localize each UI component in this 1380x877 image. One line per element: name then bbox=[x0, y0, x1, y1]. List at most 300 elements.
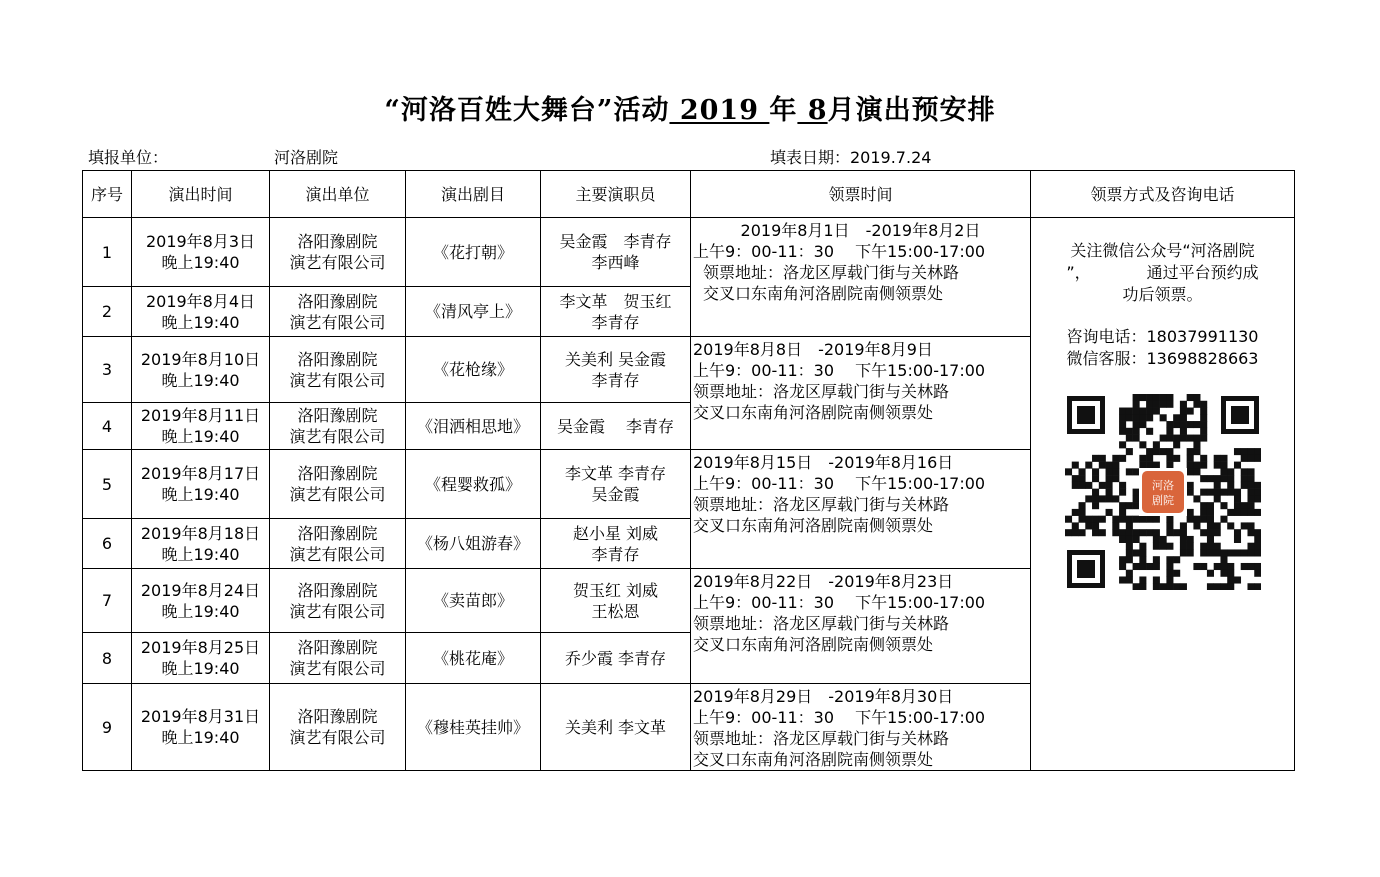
qr-module bbox=[1119, 455, 1126, 462]
qr-module bbox=[1206, 570, 1213, 577]
qr-module bbox=[1179, 421, 1186, 428]
qr-module bbox=[1139, 529, 1146, 536]
qr-module bbox=[1071, 462, 1078, 469]
qr-module bbox=[1213, 475, 1220, 482]
qr-module bbox=[1179, 435, 1186, 442]
row-cast: 吴金霞 李青存 bbox=[541, 403, 691, 450]
qr-module bbox=[1071, 475, 1078, 482]
qr-module bbox=[1071, 509, 1078, 516]
qr-module bbox=[1125, 549, 1132, 556]
qr-module bbox=[1146, 529, 1153, 536]
qr-module bbox=[1247, 489, 1254, 496]
qr-module bbox=[1071, 482, 1078, 489]
qr-module bbox=[1233, 549, 1240, 556]
consult-phone: 咨询电话：18037991130 bbox=[1066, 327, 1259, 346]
row-unit: 洛阳豫剧院 演艺有限公司 bbox=[270, 684, 406, 771]
qr-module bbox=[1220, 583, 1227, 590]
qr-module bbox=[1247, 502, 1254, 509]
qr-module bbox=[1206, 549, 1213, 556]
qr-module bbox=[1186, 462, 1193, 469]
qr-module bbox=[1200, 509, 1207, 516]
qr-module bbox=[1200, 462, 1207, 469]
qr-module bbox=[1254, 448, 1261, 455]
qr-module bbox=[1092, 522, 1099, 529]
header-ticket-time: 领票时间 bbox=[691, 171, 1031, 218]
qr-module bbox=[1152, 556, 1159, 563]
qr-module bbox=[1227, 522, 1234, 529]
svg-text:河洛: 河洛 bbox=[1151, 479, 1174, 492]
ticket-time-cell: 2019年8月29日 -2019年8月30日 上午9：00-11：30 下午15:00-17:00 领票地址：洛龙区厚载门街与关林路 交叉口东南角河洛剧院南侧领票处 bbox=[691, 684, 1031, 771]
qr-module bbox=[1112, 529, 1119, 536]
qr-module bbox=[1078, 475, 1085, 482]
qr-module bbox=[1119, 509, 1126, 516]
qr-module bbox=[1132, 563, 1139, 570]
qr-module bbox=[1206, 543, 1213, 550]
row-no: 3 bbox=[83, 337, 132, 403]
qr-module bbox=[1173, 441, 1180, 448]
row-no: 6 bbox=[83, 519, 132, 569]
row-cast: 关美利 李文革 bbox=[541, 684, 691, 771]
qr-module bbox=[1152, 394, 1159, 401]
qr-module bbox=[1146, 462, 1153, 469]
qr-module bbox=[1071, 529, 1078, 536]
qr-module bbox=[1200, 489, 1207, 496]
qr-module bbox=[1240, 455, 1247, 462]
row-unit: 洛阳豫剧院 演艺有限公司 bbox=[270, 287, 406, 337]
row-no: 2 bbox=[83, 287, 132, 337]
qr-module bbox=[1254, 549, 1261, 556]
qr-module bbox=[1186, 536, 1193, 543]
row-no: 9 bbox=[83, 684, 132, 771]
qr-module bbox=[1105, 475, 1112, 482]
row-play: 《卖苗郎》 bbox=[406, 569, 541, 633]
qr-module bbox=[1105, 495, 1112, 502]
qr-module bbox=[1220, 475, 1227, 482]
row-play: 《穆桂英挂帅》 bbox=[406, 684, 541, 771]
qr-module bbox=[1220, 502, 1227, 509]
qr-module bbox=[1206, 522, 1213, 529]
qr-module bbox=[1247, 583, 1254, 590]
qr-module bbox=[1092, 502, 1099, 509]
qr-module bbox=[1078, 529, 1085, 536]
qr-module bbox=[1254, 583, 1261, 590]
qr-module bbox=[1213, 549, 1220, 556]
qr-module bbox=[1200, 421, 1207, 428]
qr-module bbox=[1139, 455, 1146, 462]
qr-module bbox=[1220, 489, 1227, 496]
qr-module bbox=[1213, 455, 1220, 462]
qr-module bbox=[1193, 441, 1200, 448]
qr-module bbox=[1092, 468, 1099, 475]
qr-module bbox=[1152, 441, 1159, 448]
qr-module bbox=[1220, 468, 1227, 475]
qr-module bbox=[1139, 576, 1146, 583]
qr-module bbox=[1146, 516, 1153, 523]
qr-module bbox=[1206, 583, 1213, 590]
qr-module bbox=[1213, 529, 1220, 536]
qr-module bbox=[1166, 543, 1173, 550]
qr-module bbox=[1193, 448, 1200, 455]
row-cast: 李文革 李青存 吴金霞 bbox=[541, 450, 691, 519]
unit-value: 河洛剧院 bbox=[274, 148, 339, 167]
page-title: “河洛百姓大舞台”活动 2019 年 8月演出预安排 bbox=[384, 95, 996, 126]
qr-module bbox=[1206, 516, 1213, 523]
qr-module bbox=[1139, 462, 1146, 469]
qr-module bbox=[1152, 448, 1159, 455]
qr-module bbox=[1186, 468, 1193, 475]
ticket-time-cell: 2019年8月22日 -2019年8月23日 上午9：00-11：30 下午15:00-17:00 领票地址：洛龙区厚载门街与关林路 交叉口东南角河洛剧院南侧领票处 bbox=[691, 569, 1031, 684]
qr-module bbox=[1132, 394, 1139, 401]
qr-module bbox=[1119, 556, 1126, 563]
qr-module bbox=[1092, 495, 1099, 502]
qr-module bbox=[1179, 536, 1186, 543]
qr-module bbox=[1227, 489, 1234, 496]
row-no: 4 bbox=[83, 403, 132, 450]
qr-module bbox=[1125, 522, 1132, 529]
qr-module bbox=[1247, 448, 1254, 455]
qr-module bbox=[1125, 435, 1132, 442]
qr-module bbox=[1112, 455, 1119, 462]
qr-finder-bottom-left bbox=[1067, 550, 1105, 588]
qr-module bbox=[1247, 529, 1254, 536]
qr-module bbox=[1233, 576, 1240, 583]
qr-module bbox=[1206, 536, 1213, 543]
qr-module bbox=[1152, 462, 1159, 469]
qr-module bbox=[1098, 495, 1105, 502]
qr-module bbox=[1220, 556, 1227, 563]
qr-module bbox=[1213, 522, 1220, 529]
header-cast: 主要演职员 bbox=[541, 171, 691, 218]
qr-module bbox=[1233, 489, 1240, 496]
row-cast: 吴金霞 李青存 李西峰 bbox=[541, 218, 691, 287]
row-unit: 洛阳豫剧院 演艺有限公司 bbox=[270, 633, 406, 684]
qr-module bbox=[1159, 414, 1166, 421]
row-play: 《杨八姐游春》 bbox=[406, 519, 541, 569]
qr-module bbox=[1186, 543, 1193, 550]
row-play: 《泪洒相思地》 bbox=[406, 403, 541, 450]
qr-module bbox=[1186, 482, 1193, 489]
qr-module bbox=[1193, 462, 1200, 469]
qr-module bbox=[1200, 516, 1207, 523]
qr-module bbox=[1233, 462, 1240, 469]
qr-module bbox=[1159, 536, 1166, 543]
qr-module bbox=[1125, 414, 1132, 421]
qr-module bbox=[1193, 563, 1200, 570]
qr-module bbox=[1159, 401, 1166, 408]
qr-module bbox=[1179, 549, 1186, 556]
qr-module bbox=[1186, 394, 1193, 401]
qr-module bbox=[1179, 408, 1186, 415]
table-row bbox=[83, 218, 1295, 287]
header-no: 序号 bbox=[83, 171, 132, 218]
qr-module bbox=[1105, 509, 1112, 516]
qr-module bbox=[1146, 401, 1153, 408]
method-line-2: ”， 通过平台预约成 bbox=[1066, 263, 1259, 282]
qr-module bbox=[1200, 408, 1207, 415]
qr-module bbox=[1193, 468, 1200, 475]
qr-module bbox=[1098, 455, 1105, 462]
qr-module bbox=[1254, 543, 1261, 550]
qr-module bbox=[1200, 401, 1207, 408]
qr-module bbox=[1119, 516, 1126, 523]
qr-module bbox=[1125, 448, 1132, 455]
ticket-time-cell: 2019年8月8日 -2019年8月9日 上午9：00-11：30 下午15:00-17:00 领票地址：洛龙区厚载门街与关林路 交叉口东南角河洛剧院南侧领票处 bbox=[691, 337, 1031, 450]
qr-module bbox=[1193, 495, 1200, 502]
qr-module bbox=[1146, 414, 1153, 421]
qr-module bbox=[1125, 556, 1132, 563]
qr-module bbox=[1152, 401, 1159, 408]
qr-module bbox=[1119, 408, 1126, 415]
qr-finder-top-right bbox=[1221, 396, 1259, 434]
qr-module bbox=[1132, 401, 1139, 408]
qr-module bbox=[1220, 570, 1227, 577]
qr-module bbox=[1119, 421, 1126, 428]
qr-module bbox=[1085, 495, 1092, 502]
qr-module bbox=[1233, 536, 1240, 543]
qr-module bbox=[1186, 408, 1193, 415]
qr-module bbox=[1213, 462, 1220, 469]
row-cast: 乔少霞 李青存 bbox=[541, 633, 691, 684]
qr-module bbox=[1200, 414, 1207, 421]
qr-module bbox=[1119, 489, 1126, 496]
schedule-table bbox=[82, 170, 1295, 771]
qr-module bbox=[1119, 441, 1126, 448]
qr-module bbox=[1193, 394, 1200, 401]
qr-module bbox=[1166, 462, 1173, 469]
qr-module bbox=[1186, 549, 1193, 556]
qr-module bbox=[1119, 428, 1126, 435]
qr-module bbox=[1152, 543, 1159, 550]
row-time: 2019年8月10日 晚上19:40 bbox=[132, 337, 270, 403]
qr-module bbox=[1092, 489, 1099, 496]
header-play: 演出剧目 bbox=[406, 171, 541, 218]
qr-module bbox=[1179, 529, 1186, 536]
row-no: 7 bbox=[83, 569, 132, 633]
qr-code bbox=[1065, 394, 1261, 590]
qr-module bbox=[1085, 482, 1092, 489]
qr-module bbox=[1254, 536, 1261, 543]
qr-module bbox=[1247, 475, 1254, 482]
row-play: 《程婴救孤》 bbox=[406, 450, 541, 519]
qr-module bbox=[1078, 516, 1085, 523]
row-play: 《清风亭上》 bbox=[406, 287, 541, 337]
qr-module bbox=[1159, 583, 1166, 590]
qr-module bbox=[1132, 549, 1139, 556]
qr-module bbox=[1200, 543, 1207, 550]
qr-module bbox=[1078, 468, 1085, 475]
date-label: 填表日期：2019.7.24 bbox=[770, 148, 932, 167]
row-cast: 贺玉红 刘威 王松恩 bbox=[541, 569, 691, 633]
qr-module bbox=[1112, 468, 1119, 475]
row-play: 《花打朝》 bbox=[406, 218, 541, 287]
qr-module bbox=[1166, 570, 1173, 577]
qr-module bbox=[1193, 522, 1200, 529]
qr-module bbox=[1132, 529, 1139, 536]
qr-module bbox=[1098, 482, 1105, 489]
qr-module bbox=[1098, 516, 1105, 523]
qr-module bbox=[1213, 543, 1220, 550]
qr-module bbox=[1139, 414, 1146, 421]
qr-module bbox=[1240, 475, 1247, 482]
qr-module bbox=[1085, 516, 1092, 523]
qr-module bbox=[1227, 509, 1234, 516]
qr-module bbox=[1166, 401, 1173, 408]
qr-module bbox=[1166, 455, 1173, 462]
qr-module bbox=[1092, 529, 1099, 536]
header-unit: 演出单位 bbox=[270, 171, 406, 218]
header-method: 领票方式及咨询电话 bbox=[1031, 171, 1295, 218]
qr-module bbox=[1179, 543, 1186, 550]
qr-module bbox=[1227, 468, 1234, 475]
qr-module bbox=[1233, 502, 1240, 509]
qr-module bbox=[1193, 435, 1200, 442]
qr-module bbox=[1132, 468, 1139, 475]
qr-module bbox=[1166, 563, 1173, 570]
qr-module bbox=[1166, 394, 1173, 401]
svg-text:剧院: 剧院 bbox=[1151, 494, 1174, 507]
qr-module bbox=[1213, 563, 1220, 570]
qr-module bbox=[1132, 428, 1139, 435]
qr-module bbox=[1085, 462, 1092, 469]
qr-module bbox=[1220, 563, 1227, 570]
qr-module bbox=[1132, 435, 1139, 442]
qr-module bbox=[1247, 549, 1254, 556]
qr-module bbox=[1132, 536, 1139, 543]
row-time: 2019年8月4日 晚上19:40 bbox=[132, 287, 270, 337]
qr-module bbox=[1125, 408, 1132, 415]
qr-module bbox=[1152, 516, 1159, 523]
qr-module bbox=[1166, 576, 1173, 583]
qr-module bbox=[1200, 529, 1207, 536]
qr-module bbox=[1132, 421, 1139, 428]
row-cast: 赵小星 刘威 李青存 bbox=[541, 519, 691, 569]
qr-module bbox=[1186, 435, 1193, 442]
qr-module bbox=[1166, 435, 1173, 442]
qr-module bbox=[1146, 428, 1153, 435]
row-no: 5 bbox=[83, 450, 132, 519]
qr-module bbox=[1213, 482, 1220, 489]
qr-module bbox=[1206, 529, 1213, 536]
qr-module bbox=[1092, 455, 1099, 462]
qr-module bbox=[1125, 428, 1132, 435]
qr-module bbox=[1085, 522, 1092, 529]
row-unit: 洛阳豫剧院 演艺有限公司 bbox=[270, 450, 406, 519]
qr-module bbox=[1119, 482, 1126, 489]
qr-module bbox=[1166, 522, 1173, 529]
qr-module bbox=[1213, 489, 1220, 496]
qr-module bbox=[1146, 563, 1153, 570]
qr-module bbox=[1200, 428, 1207, 435]
wechat-service: 微信客服：13698828663 bbox=[1066, 349, 1259, 368]
qr-module bbox=[1240, 482, 1247, 489]
qr-module bbox=[1119, 576, 1126, 583]
qr-module bbox=[1247, 482, 1254, 489]
qr-module bbox=[1213, 495, 1220, 502]
ticket-method-cell bbox=[1031, 218, 1295, 771]
qr-module bbox=[1139, 556, 1146, 563]
qr-module bbox=[1206, 489, 1213, 496]
row-time: 2019年8月11日 晚上19:40 bbox=[132, 403, 270, 450]
qr-module bbox=[1240, 563, 1247, 570]
qr-module bbox=[1132, 583, 1139, 590]
qr-module bbox=[1139, 516, 1146, 523]
qr-module bbox=[1173, 583, 1180, 590]
row-time: 2019年8月17日 晚上19:40 bbox=[132, 450, 270, 519]
qr-module bbox=[1139, 394, 1146, 401]
ticket-time-cell: 2019年8月1日 -2019年8月2日 上午9：00-11：30 下午15:00-17:00 领票地址：洛龙区厚载门街与关林路 交叉口东南角河洛剧院南侧领票处 bbox=[691, 218, 1031, 337]
row-time: 2019年8月31日 晚上19:40 bbox=[132, 684, 270, 771]
ticket-time-cell: 2019年8月15日 -2019年8月16日 上午9：00-11：30 下午15:00-17:00 领票地址：洛龙区厚载门街与关林路 交叉口东南角河洛剧院南侧领票处 bbox=[691, 450, 1031, 569]
qr-module bbox=[1254, 563, 1261, 570]
qr-module bbox=[1146, 408, 1153, 415]
row-time: 2019年8月25日 晚上19:40 bbox=[132, 633, 270, 684]
qr-module bbox=[1139, 408, 1146, 415]
method-line-3: 功后领票。 bbox=[1122, 285, 1203, 304]
qr-module bbox=[1078, 482, 1085, 489]
qr-module bbox=[1125, 468, 1132, 475]
qr-module bbox=[1240, 522, 1247, 529]
qr-module bbox=[1220, 462, 1227, 469]
header-time: 演出时间 bbox=[132, 171, 270, 218]
qr-module bbox=[1166, 583, 1173, 590]
qr-module bbox=[1247, 455, 1254, 462]
qr-module bbox=[1193, 421, 1200, 428]
row-unit: 洛阳豫剧院 演艺有限公司 bbox=[270, 337, 406, 403]
qr-module bbox=[1119, 536, 1126, 543]
row-unit: 洛阳豫剧院 演艺有限公司 bbox=[270, 569, 406, 633]
qr-module bbox=[1254, 482, 1261, 489]
qr-module bbox=[1233, 448, 1240, 455]
qr-module bbox=[1146, 394, 1153, 401]
qr-module bbox=[1092, 516, 1099, 523]
qr-module bbox=[1071, 522, 1078, 529]
qr-module bbox=[1206, 475, 1213, 482]
qr-module bbox=[1098, 462, 1105, 469]
qr-module bbox=[1227, 563, 1234, 570]
qr-module bbox=[1227, 576, 1234, 583]
unit-label: 填报单位： bbox=[88, 148, 169, 167]
qr-module bbox=[1240, 509, 1247, 516]
qr-module bbox=[1166, 529, 1173, 536]
qr-module bbox=[1119, 529, 1126, 536]
qr-module bbox=[1240, 502, 1247, 509]
qr-module bbox=[1125, 536, 1132, 543]
qr-module bbox=[1159, 448, 1166, 455]
qr-module bbox=[1078, 509, 1085, 516]
qr-module bbox=[1132, 489, 1139, 496]
qr-module bbox=[1240, 448, 1247, 455]
row-time: 2019年8月3日 晚上19:40 bbox=[132, 218, 270, 287]
qr-module bbox=[1125, 516, 1132, 523]
qr-module bbox=[1193, 516, 1200, 523]
qr-module bbox=[1240, 549, 1247, 556]
qr-finder-top-left bbox=[1067, 396, 1105, 434]
qr-module bbox=[1105, 468, 1112, 475]
qr-module bbox=[1166, 421, 1173, 428]
qr-module bbox=[1254, 455, 1261, 462]
qr-module bbox=[1152, 536, 1159, 543]
row-no: 1 bbox=[83, 218, 132, 287]
row-cast: 李文革 贺玉红 李青存 bbox=[541, 287, 691, 337]
qr-module bbox=[1152, 563, 1159, 570]
qr-module bbox=[1078, 502, 1085, 509]
qr-module bbox=[1146, 448, 1153, 455]
qr-module bbox=[1227, 583, 1234, 590]
qr-module bbox=[1146, 455, 1153, 462]
qr-module bbox=[1200, 475, 1207, 482]
qr-module bbox=[1139, 441, 1146, 448]
qr-module bbox=[1200, 435, 1207, 442]
